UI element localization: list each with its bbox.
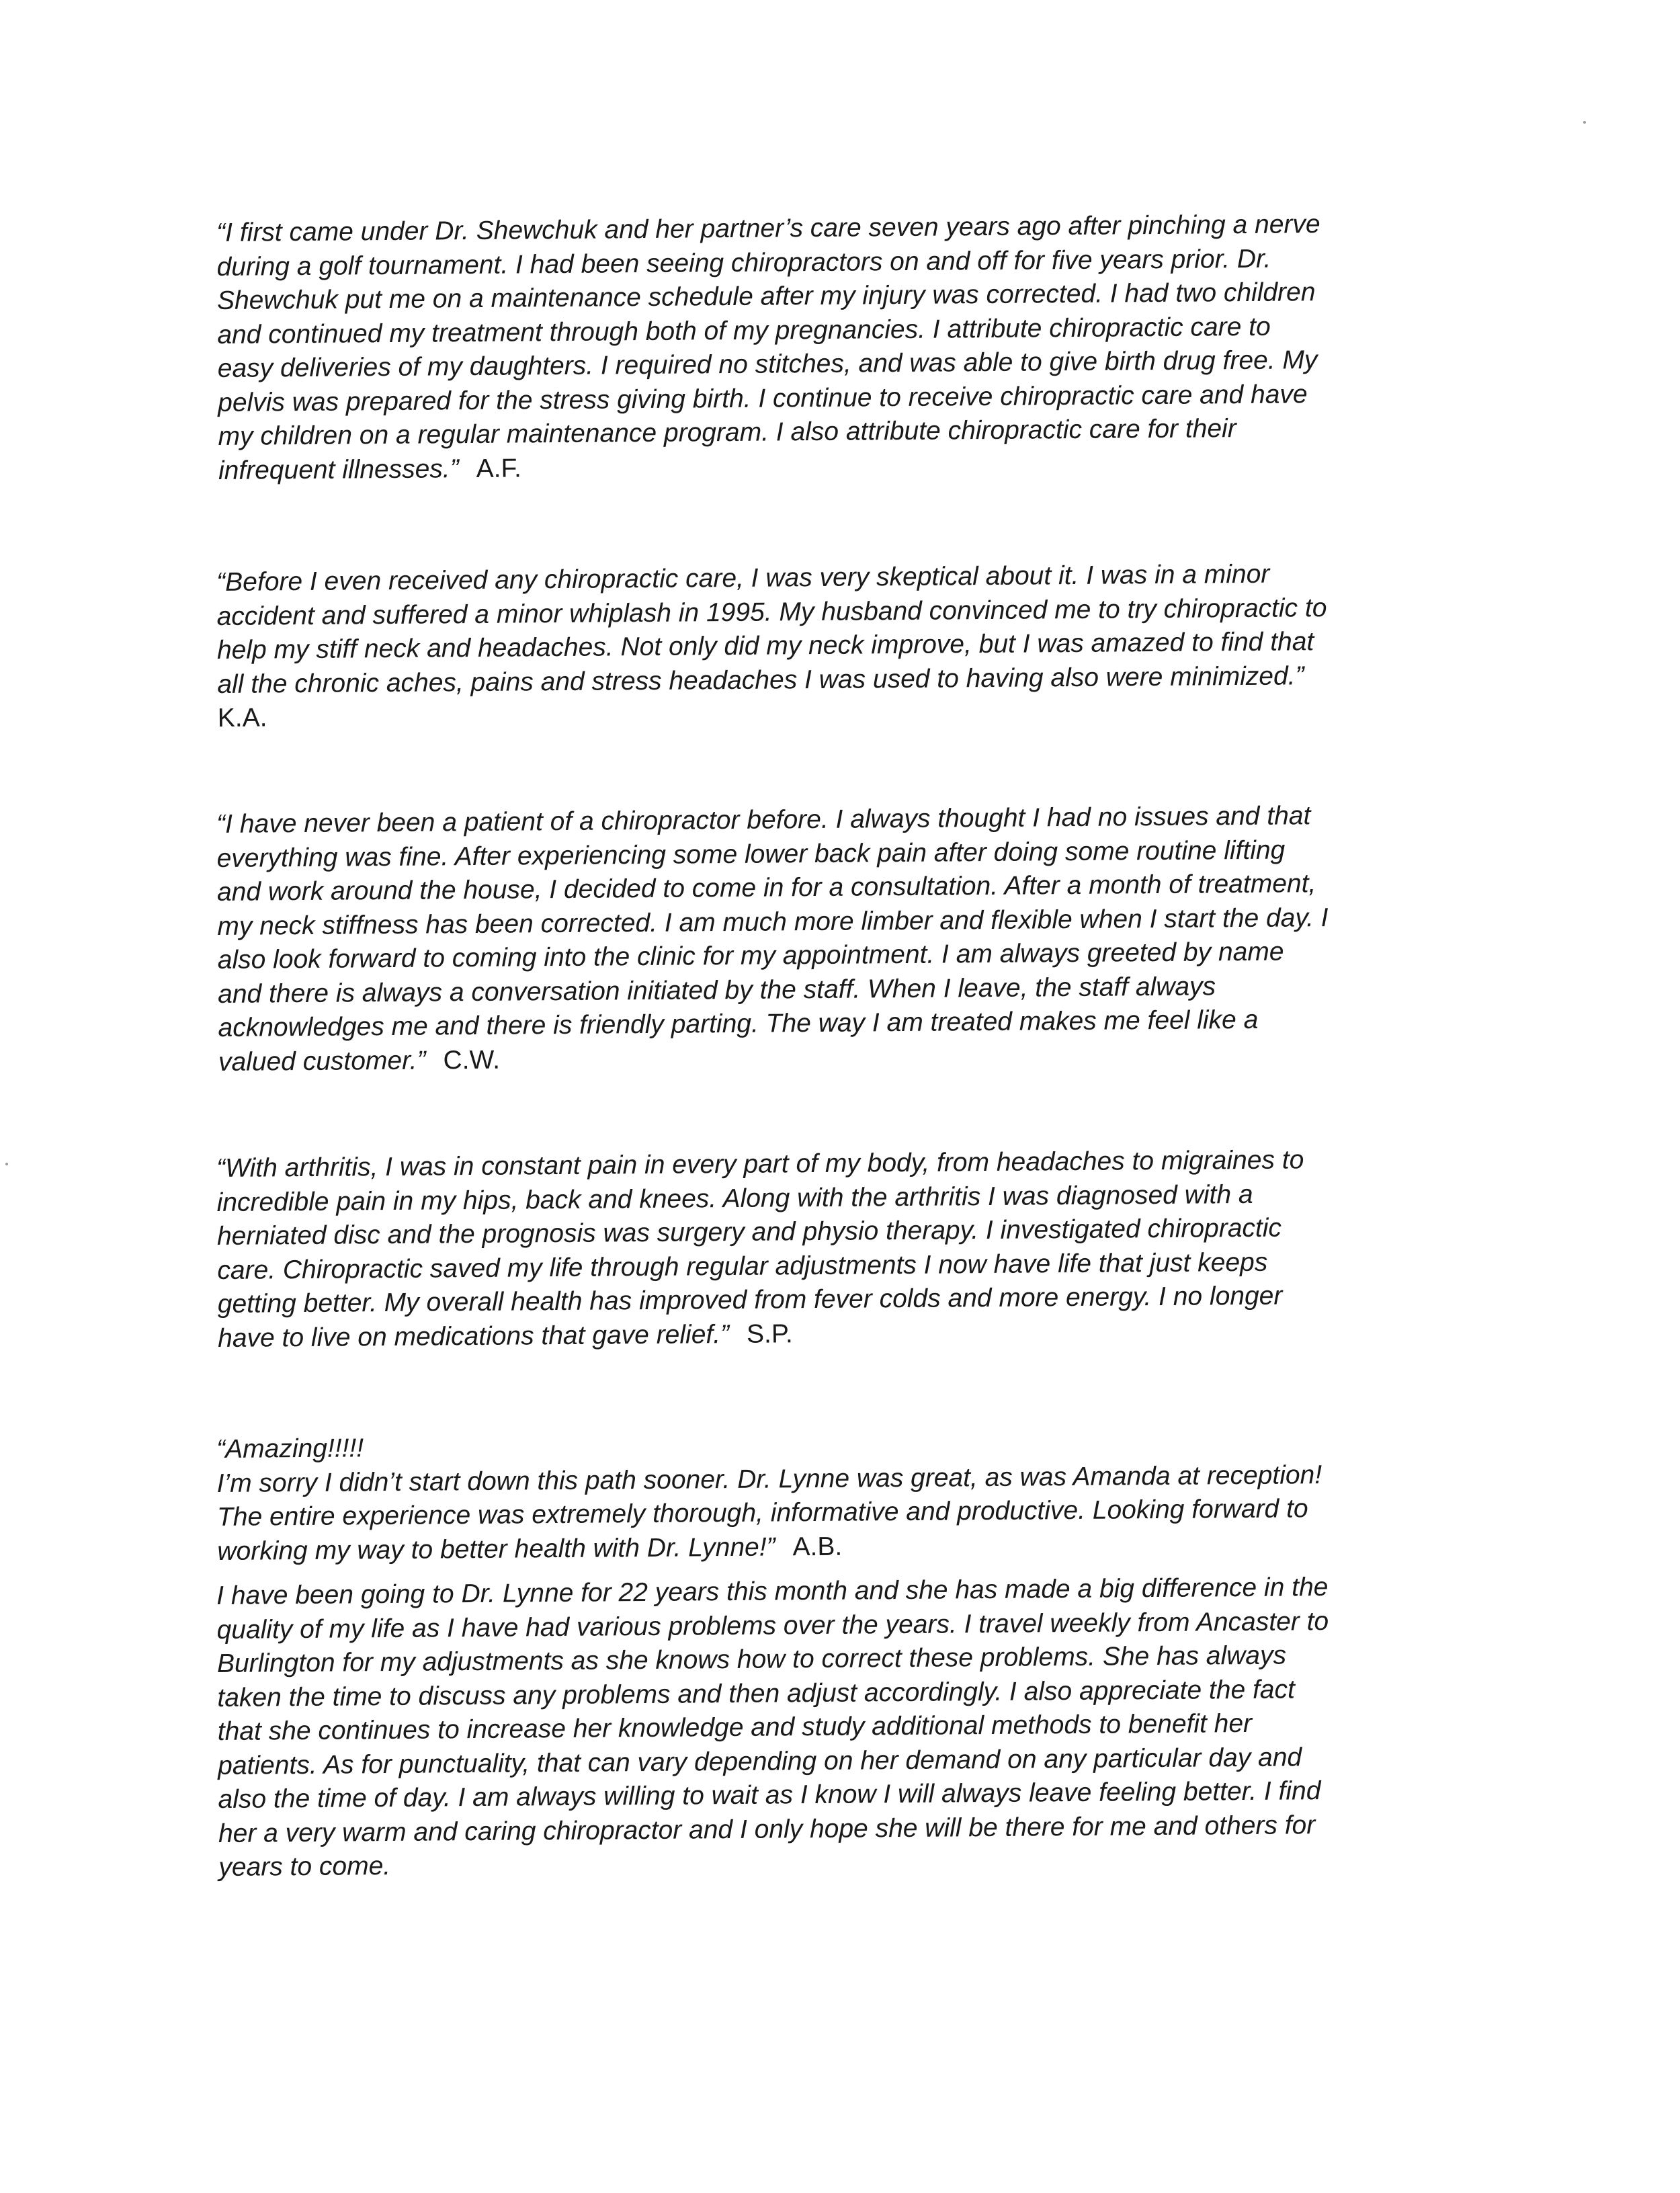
text-line: and continued my treatment through both of my pregnancies. I attribute chiropractic care to	[217, 312, 1271, 349]
text-line: “Before I even received any chiropractic care, I was very skeptical about it. I was in a minor	[216, 559, 1270, 597]
testimonial-22-years	[216, 1571, 1331, 1885]
testimonial-cw	[216, 799, 1329, 1079]
text-line: “Amazing!!!!!	[216, 1434, 364, 1464]
text-line: my neck stiffness has been corrected. I am much more limber and flexible when I start the day. I	[217, 903, 1329, 941]
quote-end-text: working my way to better health with Dr. Lynne!”	[217, 1532, 775, 1566]
quote-end-text: infrequent illnesses.”	[218, 454, 459, 485]
text-line: “I have never been a patient of a chiropractor before. I always thought I had no issues and that	[216, 801, 1311, 839]
author-initials: A.F.	[476, 453, 521, 483]
author-initials: S.P.	[746, 1319, 793, 1349]
text-line: “With arthritis, I was in constant pain in every part of my body, from headaches to migraines to	[216, 1145, 1304, 1183]
author-initials: K.A.	[217, 703, 267, 733]
text-line: “I first came under Dr. Shewchuk and her partner’s care seven years ago after pinching a nerve	[216, 210, 1320, 247]
testimonial-ab	[216, 1424, 1322, 1569]
text-line: herniated disc and the prognosis was surgery and physio therapy. I investigated chiropractic	[216, 1213, 1282, 1251]
text-line: Burlington for my adjustments as she knows how to correct these problems. She has always	[216, 1641, 1287, 1678]
text-line: I’m sorry I didn’t start down this path sooner. Dr. Lynne was great, as was Amanda at reception!	[216, 1460, 1322, 1498]
text-line: pelvis was prepared for the stress giving birth. I continue to receive chiropractic care and have	[218, 379, 1308, 417]
text-line: The entire experience was extremely thorough, informative and productive. Looking forward to	[216, 1494, 1308, 1532]
text-line: getting better. My overall health has improved from fever colds and more energy. I no longer	[217, 1281, 1283, 1319]
text-line: years to come.	[218, 1851, 391, 1882]
testimonial-sp	[216, 1143, 1305, 1356]
quote-end-text: valued customer.”	[218, 1046, 426, 1077]
text-line: and work around the house, I decided to come in for a consultation. After a month of treatment,	[216, 869, 1316, 907]
text-line: I have been going to Dr. Lynne for 22 years this month and she has made a big difference in the	[216, 1573, 1329, 1610]
text-line: Shewchuk put me on a maintenance schedule after my injury was corrected. I had two children	[216, 278, 1316, 315]
text-line: also look forward to coming into the clinic for my appointment. I am always greeted by name	[217, 937, 1284, 975]
scan-speck	[1583, 121, 1586, 124]
text-line: quality of my life as I have had various problems over the years. I travel weekly from Ancaster to	[216, 1606, 1329, 1645]
text-line: patients. As for punctuality, that can vary depending on her demand on any particular day and	[218, 1742, 1302, 1780]
text-line: that she continues to increase her knowledge and study additional methods to benefit her	[217, 1708, 1253, 1746]
text-line: accident and suffered a minor whiplash in 1995. My husband convinced me to try chiropractic to	[216, 593, 1327, 631]
quote-end-text: have to live on medications that gave relief.”	[218, 1319, 730, 1353]
text-line: during a golf tournament. I had been seeing chiropractors on and off for five years prior. Dr.	[216, 244, 1271, 282]
text-line: incredible pain in my hips, back and knees. Along with the arthritis I was diagnosed with a	[216, 1180, 1253, 1217]
testimonial-ka	[216, 557, 1328, 735]
author-initials: A.B.	[792, 1532, 843, 1561]
scan-speck	[5, 1163, 8, 1165]
text-line: help my stiff neck and headaches. Not only did my neck improve, but I was amazed to find that	[216, 627, 1314, 665]
text-line: acknowledges me and there is friendly parting. The way I am treated makes me feel like a	[218, 1005, 1259, 1042]
testimonial-af	[216, 208, 1322, 488]
text-line: also the time of day. I am always willing to wait as I know I will always leave feeling better. I find	[218, 1776, 1321, 1814]
text-line: and there is always a conversation initiated by the staff. When I leave, the staff always	[218, 971, 1216, 1009]
author-initials: C.W.	[443, 1045, 501, 1075]
text-line: all the chronic aches, pains and stress headaches I was used to having also were minimized.”	[217, 661, 1304, 699]
text-line: her a very warm and caring chiropractor and I only hope she will be there for me and others for	[218, 1810, 1316, 1848]
text-line: easy deliveries of my daughters. I required no stitches, and was able to give birth drug free. My	[217, 345, 1318, 383]
text-line: care. Chiropractic saved my life through regular adjustments I now have life that just keeps	[217, 1247, 1268, 1285]
text-line: taken the time to discuss any problems and then adjust accordingly. I also appreciate the fact	[217, 1674, 1296, 1712]
text-line: my children on a regular maintenance program. I also attribute chiropractic care for their	[218, 414, 1236, 451]
text-line: everything was fine. After experiencing some lower back pain after doing some routine lifting	[216, 835, 1286, 873]
